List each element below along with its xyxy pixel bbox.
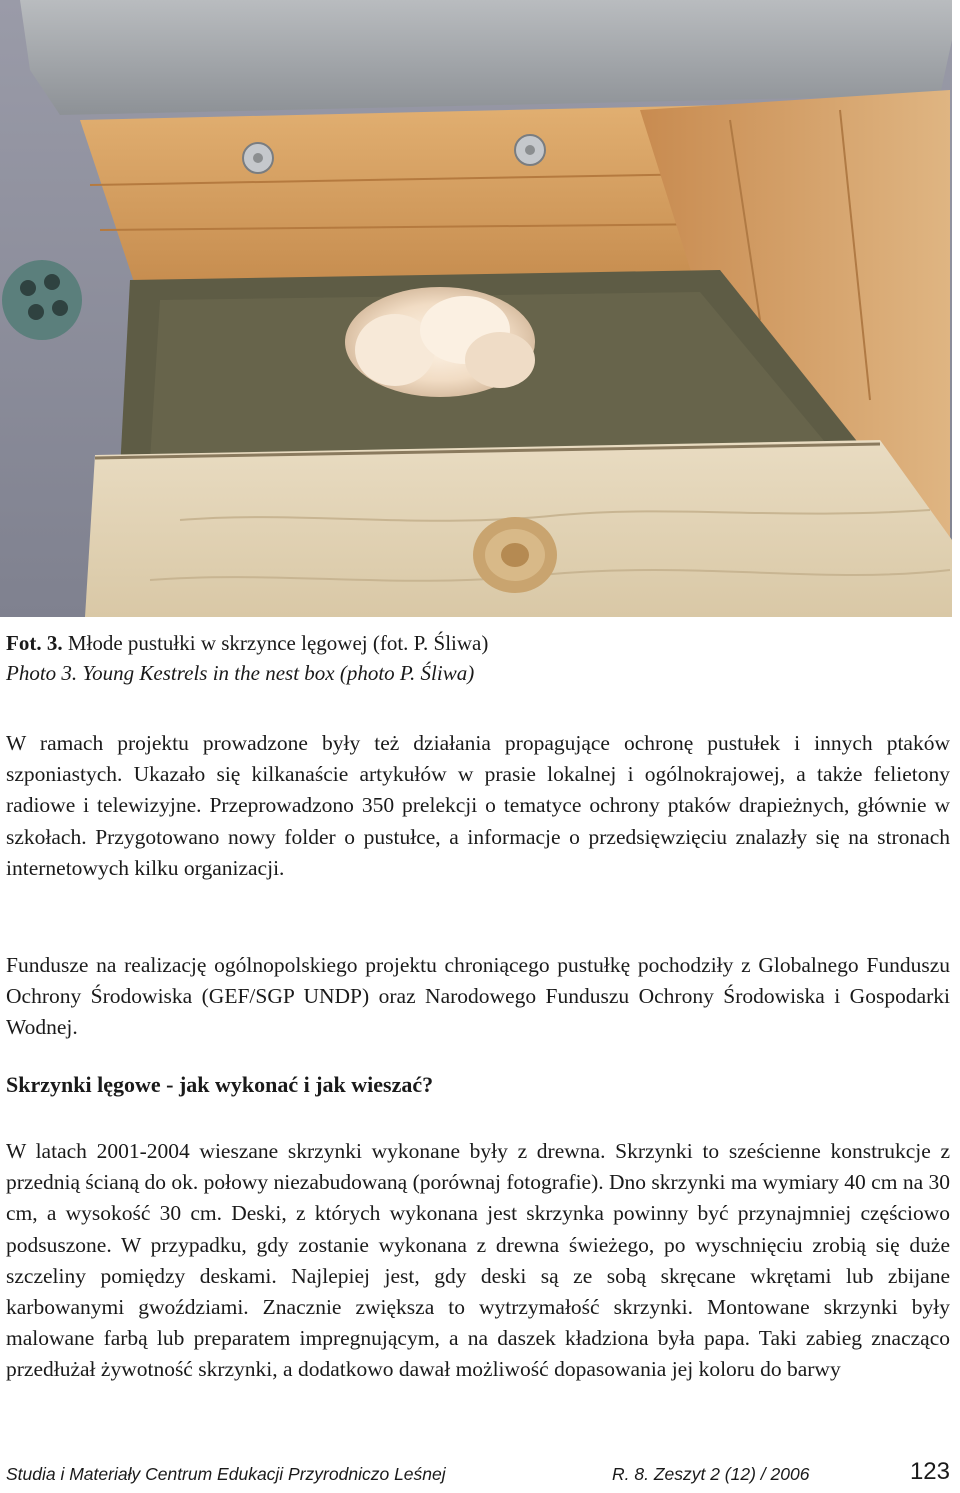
nest-box-photo	[0, 0, 952, 617]
figure-caption	[6, 628, 946, 688]
figure-caption-en: Photo 3. Young Kestrels in the nest box (photo P. Śliwa)	[6, 661, 475, 685]
page-number: 123	[909, 1458, 950, 1485]
figure-label: Fot. 3.	[6, 631, 63, 655]
body-paragraph-3: W latach 2001-2004 wieszane skrzynki wykonane były z drewna. Skrzynki to sześcienne konstrukcje z przednią ścianą do ok. połowy niezabudowaną (porównaj fotografie). Dno skrzynki ma wymiary 40 cm na 30 cm, a wysokość 30 cm. Deski, z których wykonana jest skrzynka powinny być przynajmniej częściowo podsuszone. W przypadku, gdy zostanie wykonana z drewna świeżego, po wyschnięciu zrobią się duże szczeliny pomiędzy deskami. Najlepiej jest, gdy deski są ze sobą skręcane wkrętami lub zbijane karbowanymi gwoździami. Znacznie zwiększa to wytrzymałość skrzynki. Montowane skrzynki były malowane farbą lub preparatem impregnującym, a na daszek kładziona była papa. Taki zabieg znacząco przedłużał żywotność skrzynki, a dodatkowo dawał możliwość dopasowania jej koloru do barwy	[6, 1139, 950, 1382]
footer-issue: R. 8. Zeszyt 2 (12) / 2006	[612, 1464, 810, 1484]
figure-caption-pl	[6, 628, 946, 658]
body-paragraph-2: Fundusze na realizację ogólnopolskiego projektu chroniącego pustułkę pochodziły z Globalnego Funduszu Ochrony Środowiska (GEF/SGP UNDP) oraz Narodowego Funduszu Ochrony Środowiska i Gospodarki Wodnej.	[6, 953, 950, 1040]
body-paragraph-1: W ramach projektu prowadzone były też działania propagujące ochronę pustułek i innych ptaków szponiastych. Ukazało się kilkanaście artykułów w prasie lokalnej i ogólnokrajowej, a także felietony radiowe i telewizyjne. Przeprowadzono 350 prelekcji o tematyce ochrony ptaków drapieżnych, głównie w szkołach. Przygotowano nowy folder o pustułce, a informacje o przedsięwzięciu znalazły się na stronach internetowych kilku organizacji.	[6, 731, 950, 880]
figure-caption-pl-text: Młode pustułki w skrzynce lęgowej (fot. P. Śliwa)	[67, 631, 489, 655]
section-heading: Skrzynki lęgowe - jak wykonać i jak wieszać?	[6, 1072, 434, 1097]
page-footer	[6, 1458, 950, 1490]
footer-journal-title: Studia i Materiały Centrum Edukacji Przyrodniczo Leśnej	[6, 1464, 446, 1484]
